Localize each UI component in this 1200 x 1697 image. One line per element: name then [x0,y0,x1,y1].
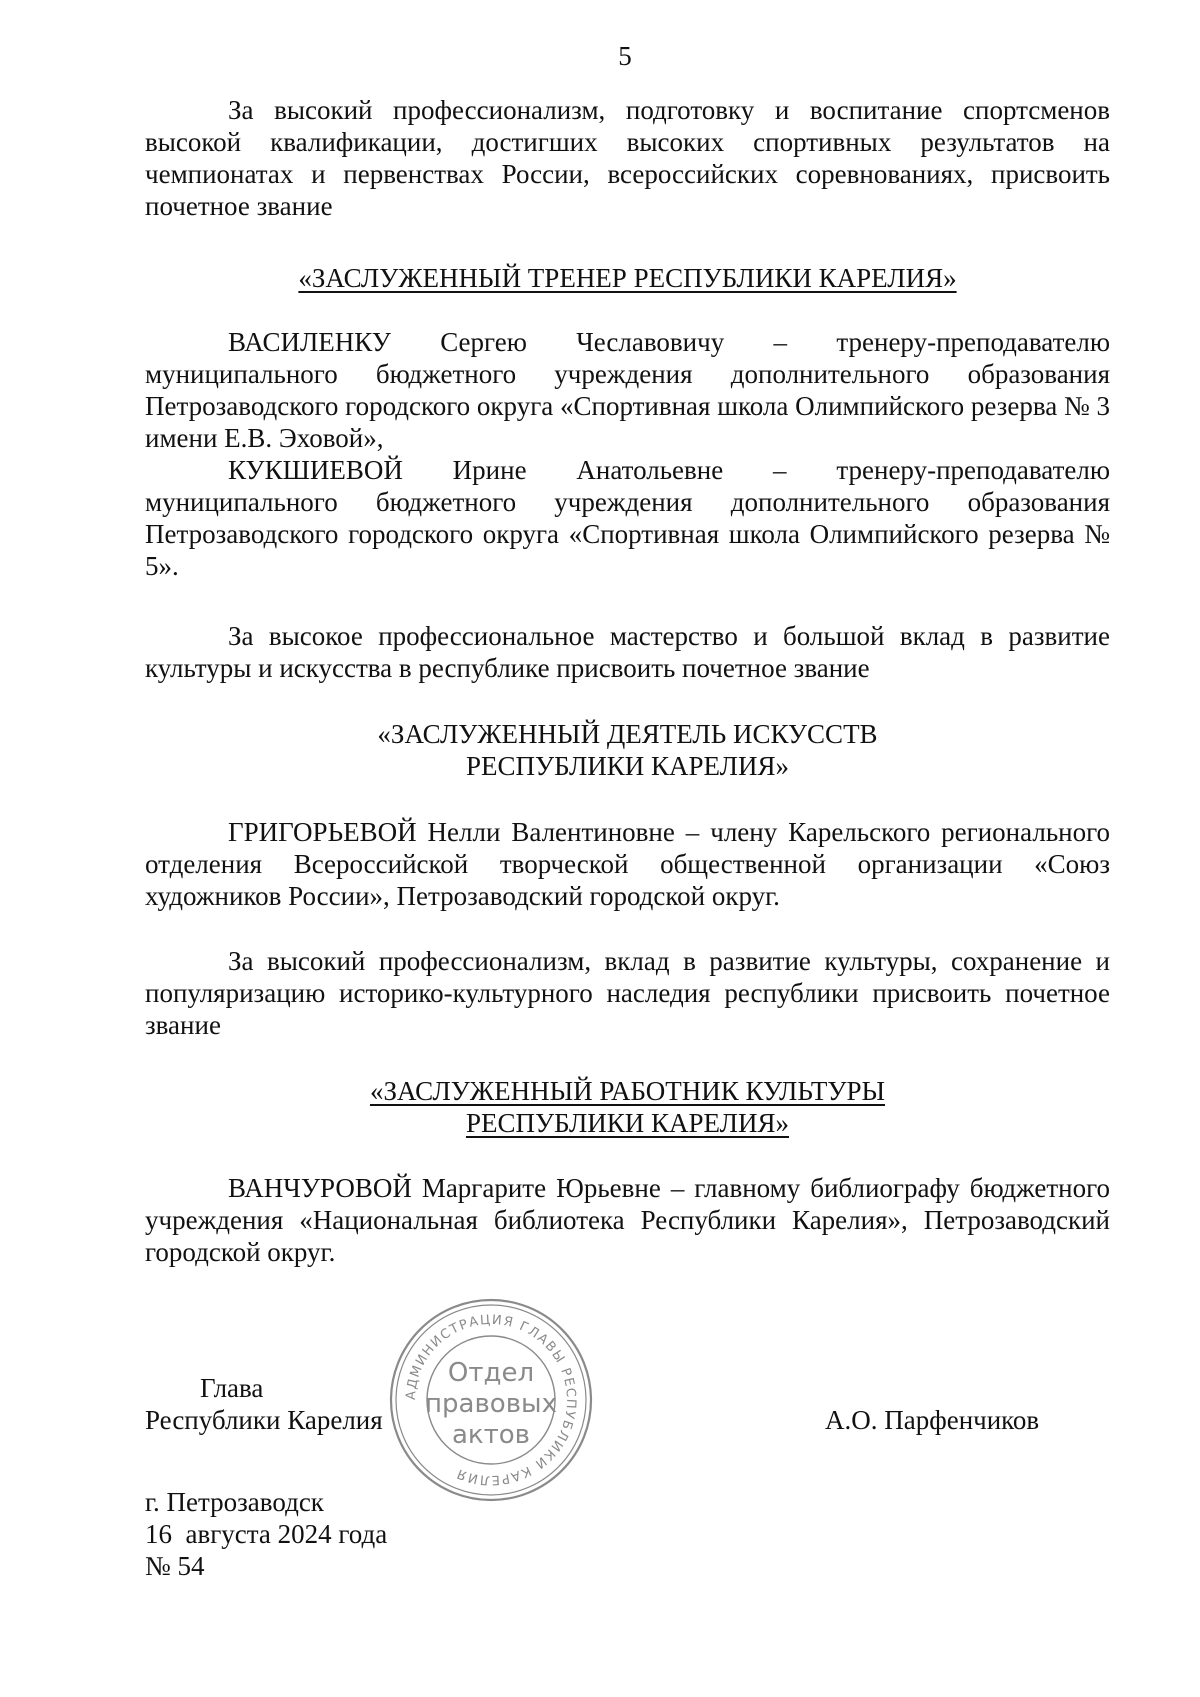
section1-title-text: «ЗАСЛУЖЕННЫЙ ТРЕНЕР РЕСПУБЛИКИ КАРЕЛИЯ» [298,263,957,293]
section1-intro: За высокий профессионализм, подготовку и воспитание спортсменов высокой квалификации, достигших высоких спортивных результатов на чемпионатах и первенствах России, всероссийских соревнованиях, присвоить почетное звание [145,95,1110,221]
section1-title [145,262,1110,294]
section3-title-line1-text: «ЗАСЛУЖЕННЫЙ РАБОТНИК КУЛЬТУРЫ [369,1076,886,1106]
section3-intro: За высокий профессионализм, вклад в развитие культуры, сохранение и популяризацию историко-культурного наследия республики присвоить почетное звание [145,946,1110,1040]
section3-awardee: ВАНЧУРОВОЙ Маргарите Юрьевне – главному библиографу бюджетного учреждения «Национальная библиотека Республики Карелия», Петрозаводский городской округ. [145,1173,1110,1267]
signature-position-line1: Глава [200,1373,264,1403]
footer-number: № 54 [145,1551,205,1581]
section2-title-line1: «ЗАСЛУЖЕННЫЙ ДЕЯТЕЛЬ ИСКУССТВ [377,719,878,749]
footer-date: 16 августа 2024 года [145,1519,388,1549]
stamp-center-line1: Отдел [447,1358,535,1388]
section2-awardee: ГРИГОРЬЕВОЙ Нелли Валентиновне – члену Карельского регионального отделения Всероссийской творческой общественной организации «Союз художников России», Петрозаводский городской округ. [145,817,1110,911]
signature-position-line2: Республики Карелия [145,1405,383,1435]
footer-city: г. Петрозаводск [145,1487,324,1517]
section3-title-line2-text: РЕСПУБЛИКИ КАРЕЛИЯ» [465,1108,789,1138]
stamp-ring-text: АДМИНИСТРАЦИЯ ГЛАВЫ РЕСПУБЛИКИ КАРЕЛИЯ [403,1312,579,1488]
section3-title-line2 [145,1107,1110,1139]
official-stamp [386,1295,596,1505]
stamp-center-line3: актов [451,1420,531,1450]
signature-name: А.О. Парфенчиков [825,1405,1040,1435]
section3-title-line1 [145,1075,1110,1107]
section1-awardee-1: ВАСИЛЕНКУ Сергею Чеславовичу – тренеру-преподавателю муниципального бюджетного учреждения дополнительного образования Петрозаводского городского округа «Спортивная школа Олимпийского резерва № 3 имени Е.В. Эховой», [145,327,1110,453]
section2-intro: За высокое профессиональное мастерство и большой вклад в развитие культуры и искусства в республике присвоить почетное звание [145,621,1110,683]
section2-title-line2: РЕСПУБЛИКИ КАРЕЛИЯ» [465,751,789,781]
page-number: 5 [618,41,632,71]
stamp-center-line2: правовых [425,1389,557,1419]
section1-awardee-2: КУКШИЕВОЙ Ирине Анатольевне – тренеру-преподавателю муниципального бюджетного учреждения дополнительного образования Петрозаводского городского округа «Спортивная школа Олимпийского резерва № 5». [145,455,1110,581]
